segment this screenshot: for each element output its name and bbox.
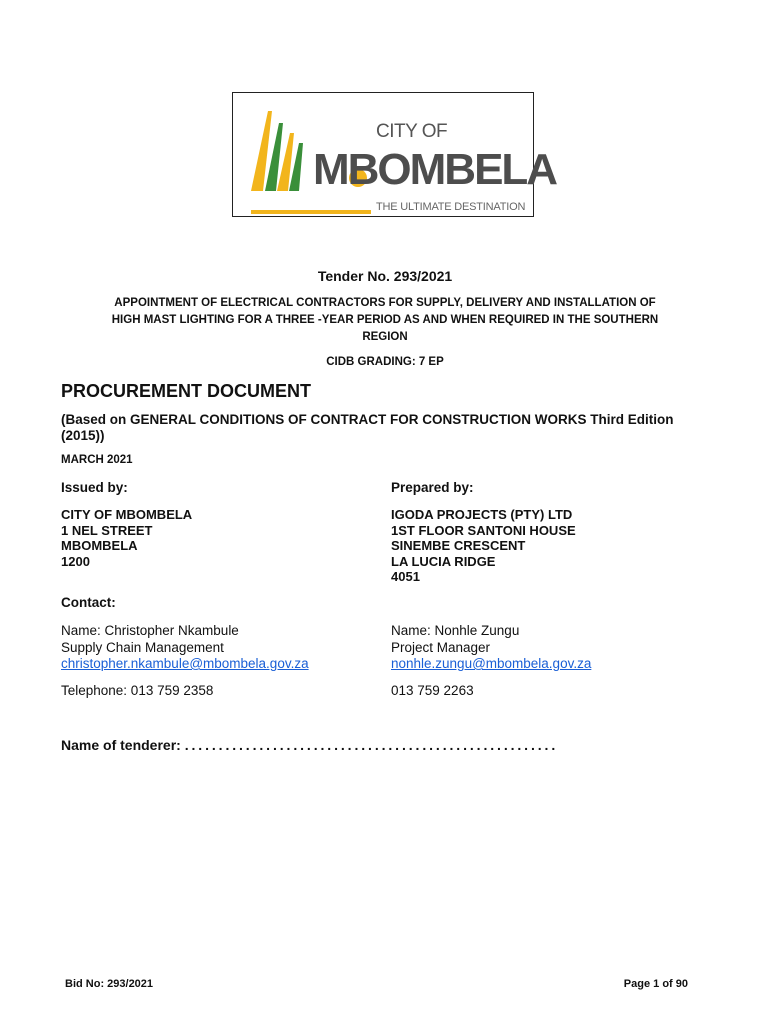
logo-tagline: THE ULTIMATE DESTINATION (376, 201, 526, 213)
city-logo (232, 92, 557, 217)
contact-right (391, 623, 591, 673)
appointment-description (60, 295, 710, 346)
contact-name: Name: Nonhle Zungu (391, 623, 520, 638)
tender-number: Tender No. 293/2021 (317, 268, 453, 284)
appointment-line: APPOINTMENT OF ELECTRICAL CONTRACTORS FOR SUPPLY, DELIVERY AND INSTALLATION OF (114, 297, 656, 309)
contact-role: Project Manager (391, 639, 491, 655)
logo-mbombela: MBOMBELA (313, 145, 557, 194)
document-title: PROCUREMENT DOCUMENT (61, 381, 311, 401)
address-line: 1200 (61, 553, 90, 569)
contact-phone-right: 013 759 2263 (391, 683, 474, 698)
contact-left (61, 623, 309, 673)
cidb-grading: CIDB GRADING: 7 EP (326, 356, 444, 368)
conditions-reference: (Based on GENERAL CONDITIONS OF CONTRACT FOR CONSTRUCTION WORKS Third Edition (2015)) (61, 412, 674, 443)
appointment-line: HIGH MAST LIGHTING FOR A THREE -YEAR PERIOD AS AND WHEN REQUIRED IN THE SOUTHERN (111, 314, 659, 326)
logo-city-of: CITY OF (376, 121, 448, 142)
appointment-line: REGION (362, 331, 408, 343)
contact-email-link[interactable]: christopher.nkambule@mbombela.gov.za (61, 656, 309, 671)
address-line: SINEMBE CRESCENT (391, 538, 526, 553)
address-line: 4051 (391, 569, 420, 584)
tenderer-dotted-line: ....................................................... (184, 737, 559, 753)
tenderer-name-field (61, 737, 558, 753)
tenderer-label: Name of tenderer: (61, 737, 181, 753)
issued-by-label: Issued by: (61, 480, 128, 495)
address-line: MBOMBELA (61, 538, 138, 553)
address-line: 1ST FLOOR SANTONI HOUSE (391, 522, 576, 538)
contact-email-link[interactable]: nonhle.zungu@mbombela.gov.za (391, 656, 592, 671)
address-line: CITY OF MBOMBELA (61, 507, 193, 522)
prepared-by-address (391, 507, 576, 585)
contact-name: Name: Christopher Nkambule (61, 623, 239, 638)
footer-page-number: Page 1 of 90 (623, 978, 688, 990)
contact-role: Supply Chain Management (61, 639, 224, 655)
address-line: LA LUCIA RIDGE (391, 553, 496, 569)
issued-by-address (61, 507, 192, 569)
prepared-by-label: Prepared by: (391, 480, 474, 495)
contact-phone-left: Telephone: 013 759 2358 (61, 683, 214, 698)
contact-label: Contact: (61, 595, 116, 610)
footer-bid-number: Bid No: 293/2021 (65, 978, 154, 990)
address-line: IGODA PROJECTS (PTY) LTD (391, 507, 573, 522)
document-date: MARCH 2021 (61, 454, 133, 466)
address-line: 1 NEL STREET (61, 522, 153, 538)
